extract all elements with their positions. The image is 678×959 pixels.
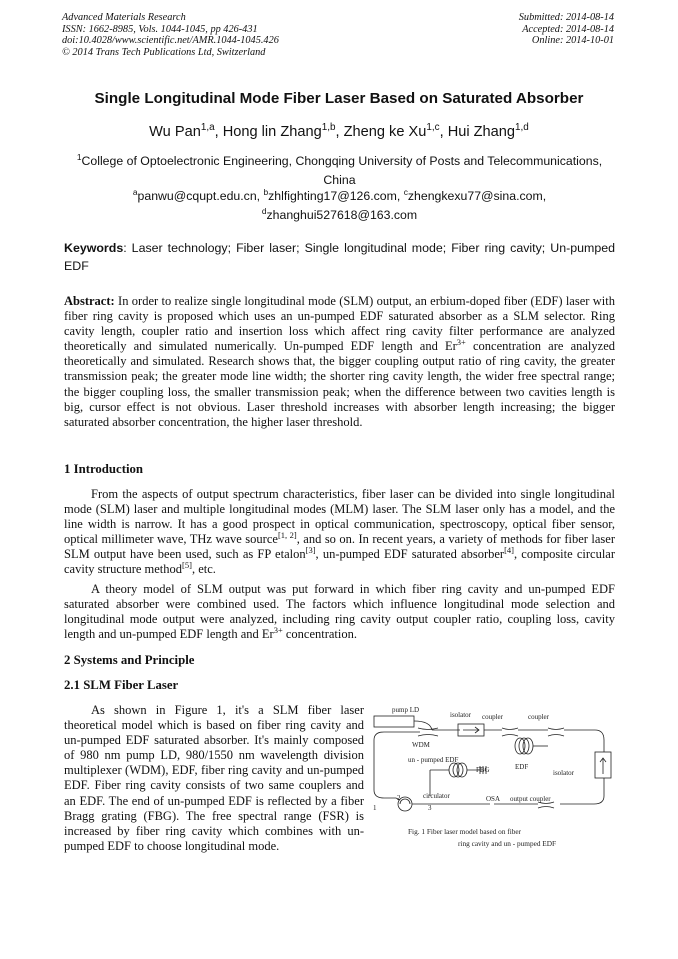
- citation-ref[interactable]: [3]: [305, 545, 316, 556]
- journal-header: [62, 12, 279, 58]
- body-text: , and so on. In recent years, a variety of methods for fiber laser SLM output have been used, such as FP etalon: [64, 532, 615, 562]
- email-mark: c: [403, 186, 408, 197]
- coupler-2: [548, 728, 564, 736]
- email-mark: d: [261, 205, 267, 216]
- email-link[interactable]: zhanghui527618@163.com: [266, 208, 418, 222]
- section-heading-intro: 1 Introduction: [64, 462, 144, 476]
- circulator-label: circulator: [423, 792, 450, 800]
- superscript: 3+: [273, 625, 283, 636]
- citation-ref[interactable]: [5]: [182, 560, 192, 571]
- affiliation: [64, 152, 615, 189]
- circulator-arrow: [400, 799, 410, 804]
- body-text: , composite circular cavity structure method: [64, 547, 616, 577]
- figure-1-diagram: [370, 700, 615, 860]
- output-coupler-label: output coupler: [510, 795, 551, 803]
- citation-ref[interactable]: [4]: [504, 545, 514, 556]
- coupler-label: coupler: [528, 713, 549, 721]
- fiber-line: [564, 730, 604, 752]
- author-affil-mark: 1,c: [426, 122, 440, 134]
- author-affil-mark: 1,d: [515, 122, 529, 134]
- section-heading-systems: 2 Systems and Principle: [64, 653, 195, 667]
- keywords-label: Keywords: [64, 241, 124, 255]
- osa-label: OSA: [486, 795, 501, 803]
- author-name: Hong lin Zhang: [222, 124, 322, 140]
- accepted-date: Accepted: 2014-08-14: [522, 23, 614, 35]
- isolator-label: isolator: [450, 711, 471, 719]
- isolator-label: isolator: [553, 769, 574, 777]
- intro-paragraph-1: [64, 487, 615, 578]
- body-text: concentration.: [282, 627, 358, 642]
- figure-caption-line-1: Fig. 1 Fiber laser model based on fiber: [408, 827, 522, 836]
- issn: ISSN: 1662-8985, Vols. 1044-1045, pp 426-431: [62, 23, 258, 35]
- online-date: Online: 2014-10-01: [531, 35, 614, 47]
- author-affil-mark: 1,a: [200, 122, 215, 134]
- email-link[interactable]: zhengkexu77@sina.com,: [407, 189, 547, 203]
- fbg-label: FBG: [476, 766, 490, 774]
- email-link[interactable]: panwu@cqupt.edu.cn,: [137, 189, 264, 203]
- pump-ld-box: [374, 716, 414, 727]
- author-separator: ,: [214, 124, 223, 140]
- submitted-date: Submitted: 2014-08-14: [518, 12, 614, 23]
- affiliation-mark: 1: [76, 151, 82, 162]
- author-name: Hui Zhang: [447, 124, 516, 140]
- body-text: , un-pumped EDF saturated absorber: [315, 547, 505, 562]
- doi: doi:10.4028/www.scientific.net/AMR.1044-1045.426: [62, 35, 279, 47]
- abstract: [64, 294, 615, 430]
- keywords-text: : Laser technology; Fiber laser; Single longitudinal mode; Fiber ring cavity; Un-pumped EDF: [64, 241, 615, 273]
- author-emails: [64, 187, 615, 225]
- body-text: A theory model of SLM output was put forward in which fiber ring cavity and un-pumped EDF saturated absorber were combined used. The factors which influence longitudinal mode selection and longitudinal mode output were analyzed, including ring cavity output coupler ratio, coupling loss, cavity length and un-pumped EDF length and Er: [64, 582, 615, 642]
- unpumped-edf-label: un - pumped EDF: [408, 756, 459, 764]
- author-name: Wu Pan: [149, 124, 201, 140]
- pump-ld-label: pump LD: [392, 706, 420, 714]
- coupler-1: [502, 728, 518, 736]
- abstract-label: Abstract:: [64, 294, 115, 308]
- author-affil-mark: 1,b: [321, 122, 336, 134]
- journal-name: Advanced Materials Research: [62, 12, 186, 23]
- wdm-coupler: [418, 728, 438, 736]
- body-text: , etc.: [191, 562, 216, 577]
- email-link[interactable]: zhlfighting17@126.com,: [268, 189, 404, 203]
- wdm-label: WDM: [412, 741, 430, 749]
- fiber-line: [560, 778, 604, 804]
- port-label: 2: [397, 794, 401, 802]
- figure-caption-line-2: ring cavity and un - pumped EDF: [458, 839, 557, 848]
- fiber-line: [374, 790, 396, 798]
- author-name: Zheng ke Xu: [343, 124, 427, 140]
- abstract-text: In order to realize single longitudinal mode (SLM) output, an erbium-doped fiber (EDF) laser with fiber ring cavity is proposed which uses an un-pumped EDF saturated absorber as a SLM selector. Ring cavity length, coupler ratio and insertion loss which affect ring cavity filter performance are analyzed theoretically and simulated numerically. Un-pumped EDF length and Er: [64, 294, 615, 354]
- edf-label: EDF: [515, 763, 529, 771]
- port-label: 3: [428, 804, 432, 812]
- author-separator: ,: [335, 124, 344, 140]
- subsection-heading-slm: 2.1 SLM Fiber Laser: [64, 678, 179, 692]
- port-label: 1: [373, 804, 377, 812]
- copyright: © 2014 Trans Tech Publications Ltd, Switzerland: [62, 46, 266, 58]
- email-mark: a: [132, 186, 138, 197]
- isolator-arrow: [600, 758, 606, 774]
- body-text: From the aspects of output spectrum characteristics, fiber laser can be divided into single longitudinal mode (SLM) laser and multiple longitudinal modes (MLM) laser. The SLM laser only has a model, and the line width is narrow. It has a good prospect in optical communication, spectroscopy, optical fiber sensor, optical millimeter wave, THz wave source: [64, 487, 615, 547]
- dates-header: [519, 12, 614, 47]
- fiber-line: [414, 721, 432, 730]
- email-mark: b: [263, 186, 269, 197]
- keywords: [64, 240, 615, 275]
- citation-ref[interactable]: [1, 2]: [277, 530, 297, 541]
- abstract-text: concentration are analyzed theoretically and simulated. Research shows that, the bigger coupling output ratio of ring cavity, the greater transmission peak; the greater mode line width; the shorter ring cavity length, the wider free spectral range; the bigger coupling loss, the smaller transmission peak; when the difference between two cavities length is big, cursor effect is not obvious. Laser threshold increases with absorber length increasing; the bigger saturated absorber concentration, the higher laser threshold.: [64, 339, 616, 429]
- isolator-arrow: [463, 727, 479, 733]
- author-list: [40, 124, 638, 140]
- slm-paragraph: As shown in Figure 1, it's a SLM fiber laser theoretical model which is based on fiber ring cavity and un-pumped EDF saturated absorber. It's mainly composed of 980 nm pump LD, 980/1550 nm wavelength division multiplexer (WDM), EDF, fiber ring cavity and un-pumped EDF. Fiber ring cavity consists of two same couplers and an EDF. The end of un-pumped EDF is reflected by a fiber Bragg grating (FBG). The free spectral range (FSR) is increased by fiber ring cavity which combines with un-pumped EDF to choose longitudinal mode.: [64, 703, 364, 853]
- paper-title: Single Longitudinal Mode Fiber Laser Based on Saturated Absorber: [94, 90, 584, 107]
- coupler-label: coupler: [482, 713, 503, 721]
- intro-paragraph-2: [64, 582, 615, 642]
- affiliation-text: College of Optoelectronic Engineering, Chongqing University of Posts and Telecommunications, China: [81, 154, 603, 187]
- author-separator: ,: [439, 124, 448, 140]
- superscript: 3+: [456, 337, 466, 348]
